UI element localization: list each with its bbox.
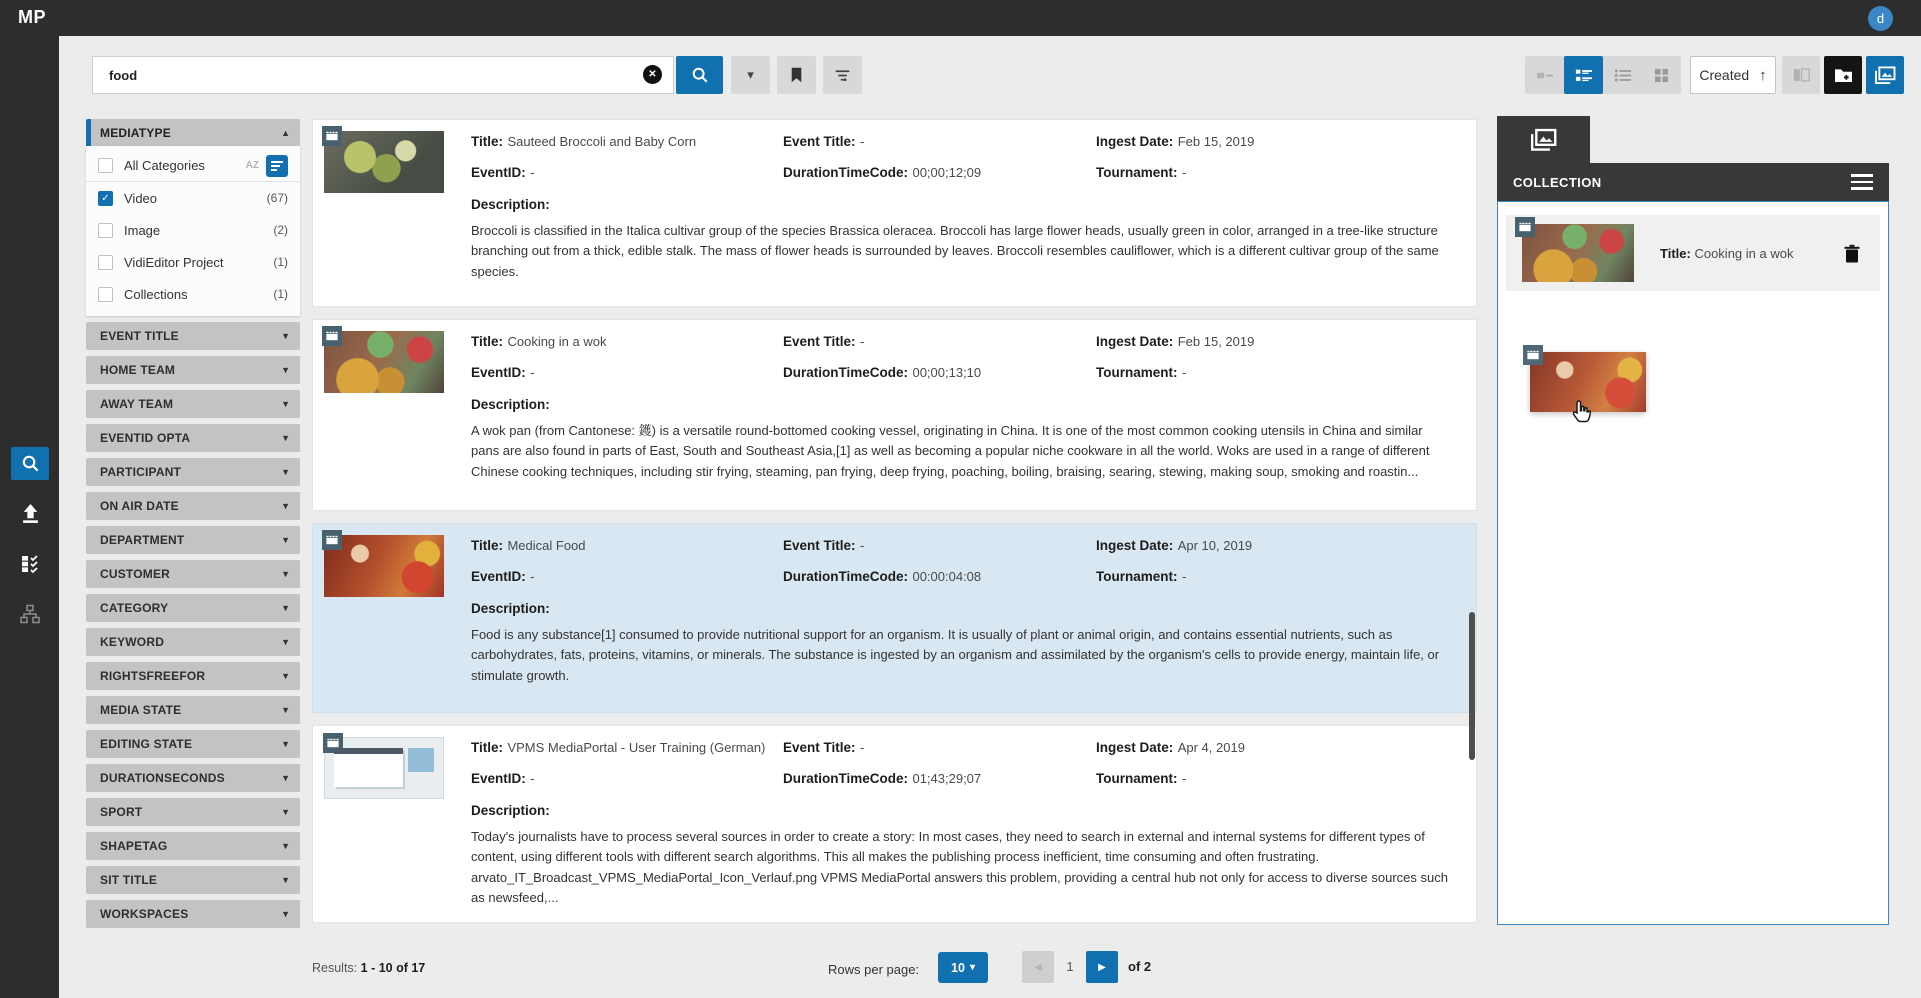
view-combined-icon bbox=[1536, 68, 1554, 83]
collection-images-icon bbox=[1531, 128, 1557, 151]
tournament-label: Tournament: bbox=[1096, 771, 1178, 786]
collection-item-thumbnail[interactable] bbox=[1522, 224, 1634, 282]
facet-section-category[interactable] bbox=[86, 594, 300, 622]
facet-section-sit-title[interactable] bbox=[86, 866, 300, 894]
view-combined-button[interactable] bbox=[1525, 56, 1564, 94]
facet-section-event-title[interactable] bbox=[86, 322, 300, 350]
result-description: Broccoli is classified in the Italica cultivar group of the species Brassica oleracea. Broccoli has large flower heads, usually green in color, arranged in a tree-like structure branching out from a thick, edible stalk. The mass of flower heads is surrounded by leaves. Broccoli resembles cauliflower, which is a different cultivar group of the same species. bbox=[471, 223, 1439, 279]
result-duration: 00;00;13;10 bbox=[912, 365, 982, 380]
hamburger-menu-icon[interactable] bbox=[1851, 170, 1873, 194]
description-label: Description: bbox=[471, 397, 550, 412]
facet-section-keyword[interactable] bbox=[86, 628, 300, 656]
search-icon bbox=[21, 454, 40, 473]
facet-label: DEPARTMENT bbox=[100, 533, 185, 547]
details-panel-button[interactable] bbox=[1782, 56, 1820, 94]
result-duration: 00:00:04:08 bbox=[912, 569, 982, 584]
title-label: Title: bbox=[471, 740, 504, 755]
description-label: Description: bbox=[471, 803, 550, 818]
tournament-label: Tournament: bbox=[1096, 165, 1178, 180]
facet-section-eventid-opta[interactable] bbox=[86, 424, 300, 452]
facet-option-label: VidiEditor Project bbox=[124, 254, 224, 270]
add-folder-icon bbox=[1834, 67, 1853, 83]
search-button[interactable] bbox=[676, 56, 723, 94]
eventid-label: EventID: bbox=[471, 365, 526, 380]
facet-option-label: Collections bbox=[124, 286, 188, 302]
chevron-down-icon: ▼ bbox=[281, 433, 290, 443]
duration-label: DurationTimeCode: bbox=[783, 569, 909, 584]
duration-label: DurationTimeCode: bbox=[783, 165, 909, 180]
search-options-dropdown-button[interactable] bbox=[731, 56, 770, 94]
event-title-label: Event Title: bbox=[783, 334, 856, 349]
chevron-down-icon: ▼ bbox=[281, 331, 290, 341]
rail-workflow-button[interactable] bbox=[11, 597, 49, 630]
collection-tab[interactable] bbox=[1497, 116, 1590, 163]
facet-option-video[interactable] bbox=[86, 182, 300, 214]
result-event-title: - bbox=[859, 740, 865, 755]
result-tournament: - bbox=[1181, 569, 1187, 584]
result-thumbnail[interactable] bbox=[324, 737, 444, 799]
chevron-down-icon: ▼ bbox=[281, 671, 290, 681]
facet-section-sport[interactable] bbox=[86, 798, 300, 826]
facet-label: RIGHTSFREEFOR bbox=[100, 669, 206, 683]
hand-cursor-icon bbox=[1568, 398, 1596, 428]
result-duration: 00;00;12;09 bbox=[912, 165, 982, 180]
filter-button[interactable] bbox=[823, 56, 862, 94]
checkbox[interactable] bbox=[98, 223, 113, 238]
chevron-down-icon: ▾ bbox=[747, 67, 754, 82]
facet-section-durationseconds[interactable] bbox=[86, 764, 300, 792]
trash-icon[interactable] bbox=[1844, 244, 1860, 263]
results-list bbox=[312, 119, 1477, 923]
result-eventid: - bbox=[530, 771, 535, 786]
facet-section-home-team[interactable] bbox=[86, 356, 300, 384]
facet-label: AWAY TEAM bbox=[100, 397, 174, 411]
facet-label: EDITING STATE bbox=[100, 737, 193, 751]
result-description: A wok pan (from Cantonese: 鑊) is a versatile round-bottomed cooking vessel, originating in China. It is one of the most common cooking utensils in China and similar pans are also found in parts of East, South and Southeast Asia,[1] as well as becoming a popular niche cookware in all the world. Woks are used in a range of different Chinese cooking techniques, including stir frying, steaming, pan frying, deep frying, poaching, boiling, braising, searing, stewing, making soup, smoking and roastin... bbox=[471, 423, 1430, 479]
eventid-label: EventID: bbox=[471, 771, 526, 786]
view-mode-group bbox=[1525, 56, 1681, 94]
app-logo[interactable]: MP bbox=[18, 7, 46, 27]
result-row-medical-food[interactable] bbox=[312, 523, 1477, 713]
bookmark-icon bbox=[790, 67, 803, 83]
facet-label: DURATIONSECONDS bbox=[100, 771, 225, 785]
facet-count: (1) bbox=[273, 287, 288, 301]
facet-section-participant[interactable] bbox=[86, 458, 300, 486]
facet-label: KEYWORD bbox=[100, 635, 165, 649]
user-avatar[interactable]: d bbox=[1868, 6, 1893, 31]
checkbox[interactable] bbox=[98, 255, 113, 270]
collection-panel-toggle-button[interactable] bbox=[1866, 56, 1904, 94]
facet-section-away-team[interactable] bbox=[86, 390, 300, 418]
upload-icon bbox=[20, 503, 41, 524]
rows-per-page-select[interactable] bbox=[938, 952, 988, 983]
clear-search-icon[interactable]: ✕ bbox=[643, 65, 662, 84]
title-label: Title: bbox=[471, 538, 504, 553]
chevron-down-icon: ▼ bbox=[281, 637, 290, 647]
facet-label: HOME TEAM bbox=[100, 363, 176, 377]
facet-section-department[interactable] bbox=[86, 526, 300, 554]
result-tournament: - bbox=[1181, 771, 1187, 786]
result-title: Medical Food bbox=[507, 538, 586, 553]
result-eventid: - bbox=[530, 365, 535, 380]
facet-section-media-state[interactable] bbox=[86, 696, 300, 724]
ingest-date-label: Ingest Date: bbox=[1096, 334, 1174, 349]
chevron-down-icon: ▼ bbox=[281, 739, 290, 749]
chevron-down-icon: ▼ bbox=[281, 705, 290, 715]
facet-title: MEDIATYPE bbox=[100, 125, 171, 140]
result-title: Cooking in a wok bbox=[507, 334, 607, 349]
film-badge-icon bbox=[322, 530, 342, 550]
result-event-title: - bbox=[859, 334, 865, 349]
result-description: Food is any substance[1] consumed to provide nutritional support for an organism. It is usually of plant or animal origin, and contains essential nutrients, such as carbohydrates, fats, proteins, vitamins, or minerals. The substance is ingested by an organism and assimilated by the organism's cells to provide energy, maintain life, or stimulate growth. bbox=[471, 627, 1440, 683]
result-duration: 01;43;29;07 bbox=[912, 771, 982, 786]
mediatype-options bbox=[86, 146, 300, 316]
film-badge-icon bbox=[322, 126, 342, 146]
chevron-down-icon: ▼ bbox=[281, 603, 290, 613]
facet-section-workspaces[interactable] bbox=[86, 900, 300, 928]
sidebar-panel-icon bbox=[1793, 68, 1810, 82]
chevron-up-icon: ▲ bbox=[281, 127, 290, 138]
facet-count: (2) bbox=[273, 223, 288, 237]
collection-dropzone[interactable] bbox=[1497, 201, 1889, 925]
search-field-wrap bbox=[92, 56, 674, 94]
chevron-left-icon: ◀ bbox=[1034, 961, 1042, 973]
chevron-down-icon: ▼ bbox=[281, 569, 290, 579]
collection-images-icon bbox=[1875, 66, 1896, 84]
facet-label: ON AIR DATE bbox=[100, 499, 179, 513]
chevron-down-icon: ▼ bbox=[281, 501, 290, 511]
description-label: Description: bbox=[471, 197, 550, 212]
facet-label: SIT TITLE bbox=[100, 873, 158, 887]
ingest-date-label: Ingest Date: bbox=[1096, 538, 1174, 553]
next-page-button[interactable] bbox=[1086, 951, 1118, 983]
facet-section-on-air-date[interactable] bbox=[86, 492, 300, 520]
facet-label: SPORT bbox=[100, 805, 143, 819]
facet-option-label: All Categories bbox=[124, 158, 205, 173]
checkbox[interactable] bbox=[98, 287, 113, 302]
result-title: VPMS MediaPortal - User Training (German) bbox=[507, 740, 766, 755]
chevron-down-icon: ▾ bbox=[969, 962, 975, 973]
facet-label: EVENTID OPTA bbox=[100, 431, 191, 445]
result-thumbnail[interactable] bbox=[324, 535, 444, 597]
result-event-title: - bbox=[859, 134, 865, 149]
eventid-label: EventID: bbox=[471, 569, 526, 584]
add-to-folder-button[interactable] bbox=[1824, 56, 1862, 94]
workflow-icon bbox=[20, 604, 40, 624]
facet-label: CUSTOMER bbox=[100, 567, 171, 581]
facet-label: CATEGORY bbox=[100, 601, 169, 615]
result-eventid: - bbox=[530, 165, 535, 180]
chevron-right-icon: ▶ bbox=[1098, 961, 1106, 973]
ingest-date-label: Ingest Date: bbox=[1096, 134, 1174, 149]
facet-section-customer[interactable] bbox=[86, 560, 300, 588]
tournament-label: Tournament: bbox=[1096, 569, 1178, 584]
title-label: Title: bbox=[1660, 245, 1691, 261]
search-icon bbox=[691, 66, 709, 84]
view-grid-icon bbox=[1654, 68, 1669, 83]
facet-label: WORKSPACES bbox=[100, 907, 189, 921]
chevron-down-icon: ▼ bbox=[281, 535, 290, 545]
current-page: 1 bbox=[1066, 959, 1074, 974]
view-list-detail-button[interactable] bbox=[1564, 56, 1603, 94]
facet-option-image[interactable] bbox=[86, 214, 300, 246]
facet-option-all-categories[interactable] bbox=[86, 150, 300, 182]
filter-icon bbox=[834, 69, 851, 82]
chevron-down-icon: ▼ bbox=[281, 467, 290, 477]
facet-option-label: Image bbox=[124, 222, 161, 238]
left-rail bbox=[0, 36, 59, 998]
result-tournament: - bbox=[1181, 165, 1187, 180]
event-title-label: Event Title: bbox=[783, 740, 856, 755]
result-tournament: - bbox=[1181, 365, 1187, 380]
chevron-down-icon: ▼ bbox=[281, 909, 290, 919]
facet-count: (1) bbox=[273, 255, 288, 269]
view-list-icon bbox=[1614, 68, 1632, 83]
event-title-label: Event Title: bbox=[783, 134, 856, 149]
facet-section-editing-state[interactable] bbox=[86, 730, 300, 758]
event-title-label: Event Title: bbox=[783, 538, 856, 553]
results-count bbox=[312, 961, 425, 975]
saved-searches-button[interactable] bbox=[777, 56, 816, 94]
rows-per-page-label: Rows per page: bbox=[828, 962, 920, 977]
previous-page-button[interactable] bbox=[1022, 951, 1054, 983]
result-ingest-date: Apr 4, 2019 bbox=[1177, 740, 1245, 755]
eventid-label: EventID: bbox=[471, 165, 526, 180]
result-title: Sauteed Broccoli and Baby Corn bbox=[507, 134, 697, 149]
facet-label: PARTICIPANT bbox=[100, 465, 182, 479]
description-label: Description: bbox=[471, 601, 550, 616]
film-badge-icon bbox=[322, 326, 342, 346]
result-row-cooking-in-a-wok[interactable] bbox=[312, 319, 1477, 511]
sort-alpha-icon[interactable]: AZ bbox=[245, 160, 259, 171]
facet-label: SHAPETAG bbox=[100, 839, 168, 853]
title-label: Title: bbox=[471, 334, 504, 349]
tasks-checklist-icon bbox=[20, 554, 40, 574]
chevron-down-icon: ▼ bbox=[281, 399, 290, 409]
chevron-down-icon: ▼ bbox=[281, 807, 290, 817]
view-grid-button[interactable] bbox=[1642, 56, 1681, 94]
film-badge-icon bbox=[1515, 217, 1535, 237]
results-count-label: Results: bbox=[312, 961, 358, 975]
result-ingest-date: Feb 15, 2019 bbox=[1177, 334, 1255, 349]
facet-count: (67) bbox=[266, 191, 288, 205]
checkbox[interactable] bbox=[98, 158, 113, 173]
facet-section-shapetag[interactable] bbox=[86, 832, 300, 860]
tournament-label: Tournament: bbox=[1096, 365, 1178, 380]
result-ingest-date: Feb 15, 2019 bbox=[1177, 134, 1255, 149]
result-thumbnail[interactable] bbox=[324, 331, 444, 393]
results-count-range: 1 - 10 of 17 bbox=[360, 961, 426, 975]
rail-tasks-button[interactable] bbox=[11, 547, 49, 580]
collection-item-title: Cooking in a wok bbox=[1694, 245, 1794, 261]
film-badge-icon bbox=[323, 733, 343, 753]
result-ingest-date: Apr 10, 2019 bbox=[1177, 538, 1253, 553]
rows-per-page-value: 10 bbox=[951, 960, 965, 975]
checkbox-checked[interactable]: ✓ bbox=[98, 191, 113, 206]
view-list-detail-icon bbox=[1575, 68, 1593, 83]
facet-section-rightsfreefor[interactable] bbox=[86, 662, 300, 690]
top-bar bbox=[0, 0, 1921, 36]
chevron-down-icon: ▼ bbox=[281, 841, 290, 851]
total-pages: of 2 bbox=[1128, 959, 1152, 974]
chevron-down-icon: ▼ bbox=[281, 773, 290, 783]
facet-section-mediatype[interactable] bbox=[86, 119, 300, 146]
result-thumbnail[interactable] bbox=[324, 131, 444, 193]
rail-upload-button[interactable] bbox=[11, 497, 49, 530]
chevron-down-icon: ▼ bbox=[281, 365, 290, 375]
duration-label: DurationTimeCode: bbox=[783, 771, 909, 786]
collection-title: COLLECTION bbox=[1513, 174, 1602, 190]
sort-by-label: Created bbox=[1699, 67, 1750, 83]
collection-header bbox=[1497, 163, 1889, 201]
results-scrollbar[interactable] bbox=[1469, 612, 1475, 760]
view-list-button[interactable] bbox=[1603, 56, 1642, 94]
sort-by-count-icon[interactable] bbox=[266, 155, 288, 177]
facet-label: MEDIA STATE bbox=[100, 703, 182, 717]
facet-label: EVENT TITLE bbox=[100, 329, 179, 343]
sort-by-button[interactable] bbox=[1690, 56, 1776, 94]
collection-item[interactable] bbox=[1506, 215, 1880, 291]
title-label: Title: bbox=[471, 134, 504, 149]
result-event-title: - bbox=[859, 538, 865, 553]
duration-label: DurationTimeCode: bbox=[783, 365, 909, 380]
result-row-vpms-user-training[interactable] bbox=[312, 725, 1477, 923]
film-badge-icon bbox=[1523, 345, 1543, 365]
search-input[interactable] bbox=[92, 56, 674, 94]
facet-panel bbox=[86, 119, 300, 928]
rail-search-button[interactable] bbox=[11, 447, 49, 480]
result-eventid: - bbox=[530, 569, 535, 584]
result-description: Today's journalists have to process several sources in order to create a story: In most cases, they need to search in external and internal systems for different types of content, using different tools with different search algorithms. This all makes the publishing process inefficient, time consuming and often frustrating. arvato_IT_Broadcast_VPMS_MediaPortal_Icon_Verlauf.png VPMS MediaPortal answers this problem, providing a central hub not only for access to diverse sources such as newsfeed,... bbox=[471, 829, 1448, 906]
facet-option-label: Video bbox=[124, 190, 158, 206]
facet-option-videditor-project[interactable] bbox=[86, 246, 300, 278]
sort-direction-icon: ↑ bbox=[1759, 66, 1767, 84]
facet-option-collections[interactable] bbox=[86, 278, 300, 310]
ingest-date-label: Ingest Date: bbox=[1096, 740, 1174, 755]
result-row-sauteed-broccoli[interactable] bbox=[312, 119, 1477, 307]
chevron-down-icon: ▼ bbox=[281, 875, 290, 885]
